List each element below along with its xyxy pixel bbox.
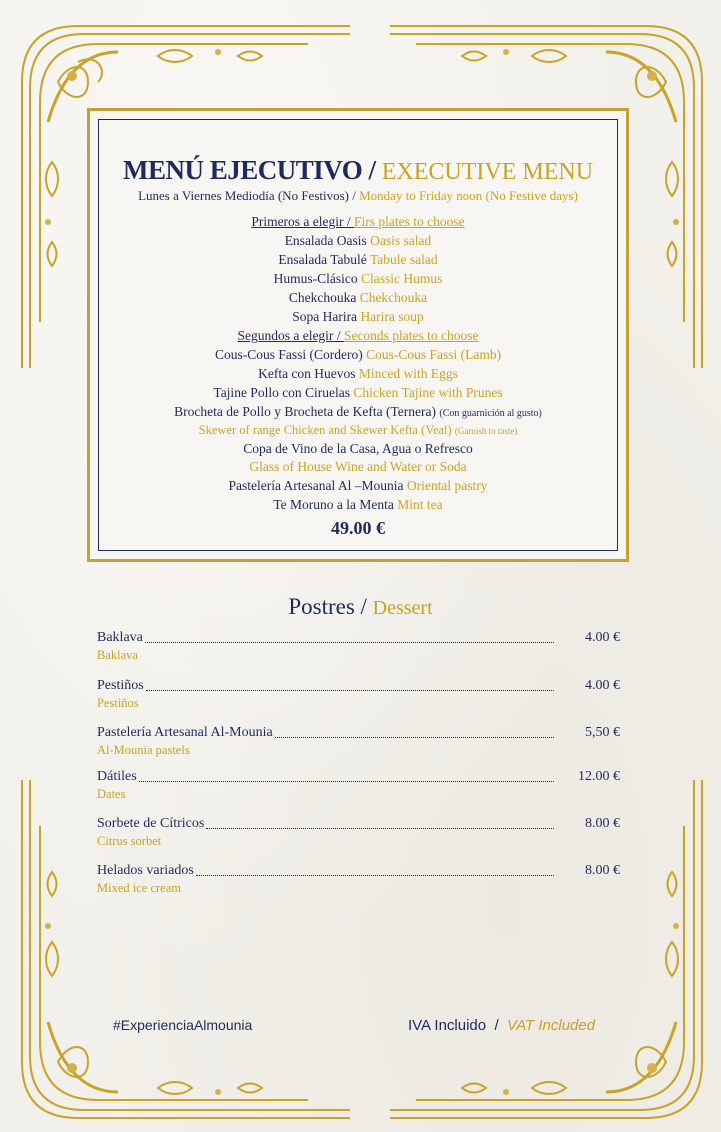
dessert-item-en: Pestiños	[97, 696, 139, 710]
dessert-item	[97, 768, 620, 808]
brocheta-es-line	[99, 403, 617, 423]
second-item	[99, 346, 617, 364]
item-en: Cous-Cous Fassi (Lamb)	[366, 347, 502, 362]
drink-en: Glass of House Wine and Water or Soda	[249, 459, 467, 474]
dessert-item-en: Citrus sorbet	[97, 834, 162, 848]
first-item	[99, 308, 617, 326]
item-en: Harira soup	[360, 309, 424, 324]
subtitle-en: Monday to Friday noon (No Festive days)	[359, 188, 578, 203]
item-es: Humus-Clásico	[273, 271, 358, 286]
tea-line	[99, 496, 617, 514]
brocheta-note-es: (Con guarnición al gusto)	[439, 408, 542, 419]
second-header-es: Segundos a elegir /	[237, 328, 344, 343]
dessert-item-en: Baklava	[97, 648, 138, 662]
item-es: Tajine Pollo con Ciruelas	[213, 385, 351, 400]
dotted-leader	[145, 641, 554, 643]
brocheta-en: Skewer of range Chicken and Skewer Kefta (Veal)	[198, 423, 452, 437]
dessert-item	[97, 862, 620, 902]
second-item	[99, 384, 617, 402]
vat-separator: /	[486, 1017, 507, 1034]
vat-es: IVA Incluido	[408, 1017, 487, 1034]
first-header-en: Firs plates to choose	[354, 214, 465, 229]
first-item	[99, 289, 617, 307]
brocheta-en-line	[99, 421, 617, 440]
drink-en-line	[99, 458, 617, 476]
second-header-en: Seconds plates to choose	[343, 328, 479, 343]
item-en: Chekchouka	[359, 290, 428, 305]
dessert-title-en: Dessert	[372, 597, 433, 619]
first-plates-header	[99, 213, 617, 231]
dessert-item-name: Dátiles	[97, 769, 137, 784]
vat-en: VAT Included	[506, 1017, 596, 1034]
executive-menu-price: 49.00 €	[331, 518, 385, 538]
title-es: MENÚ EJECUTIVO	[122, 155, 363, 185]
drink-es: Copa de Vino de la Casa, Agua o Refresco	[243, 441, 473, 456]
item-es: Sopa Harira	[292, 309, 358, 324]
dessert-title-separator: /	[354, 594, 373, 619]
item-es: Cous-Cous Fassi (Cordero)	[214, 347, 363, 362]
dessert-item-en: Al-Mounia pastels	[97, 743, 190, 757]
dessert-item	[97, 677, 620, 717]
footer-hashtag: #ExperienciaAlmounia	[113, 1017, 253, 1033]
item-en: Oasis salad	[370, 233, 432, 248]
dessert-item-price: 8.00 €	[585, 816, 620, 831]
first-item	[99, 251, 617, 269]
first-item	[99, 232, 617, 250]
pastry-line	[99, 477, 617, 495]
dessert-title-es: Postres	[288, 594, 355, 619]
footer-vat	[408, 1017, 595, 1035]
dessert-item-name: Baklava	[97, 630, 143, 645]
executive-menu-subtitle	[99, 188, 617, 204]
item-es: Ensalada Tabulé	[278, 252, 367, 267]
second-item	[99, 365, 617, 383]
title-en: EXECUTIVE MENU	[381, 159, 594, 185]
executive-menu-box	[87, 108, 629, 562]
tea-en: Mint tea	[397, 497, 443, 512]
dessert-item-price: 4.00 €	[585, 678, 620, 693]
pastry-es: Pastelería Artesanal Al –Mounia	[228, 478, 404, 493]
item-es: Ensalada Oasis	[284, 233, 367, 248]
drink-es-line	[99, 440, 617, 458]
dessert-item-name: Pestiños	[97, 678, 144, 693]
item-es: Kefta con Huevos	[258, 366, 356, 381]
first-item	[99, 270, 617, 288]
dessert-item-en: Dates	[97, 787, 126, 801]
dessert-item	[97, 629, 620, 669]
subtitle-es: Lunes a Viernes Mediodía (No Festivos) /	[138, 188, 360, 203]
dessert-item-price: 8.00 €	[585, 863, 620, 878]
dessert-item-price: 5,50 €	[585, 725, 620, 740]
dessert-item-price: 4.00 €	[585, 630, 620, 645]
first-header-es: Primeros a elegir /	[251, 214, 355, 229]
dotted-leader	[146, 689, 554, 691]
item-en: Tabule salad	[369, 252, 438, 267]
second-plates-header	[99, 327, 617, 345]
dessert-item-name: Helados variados	[97, 863, 194, 878]
dessert-item	[97, 815, 620, 855]
dotted-leader	[275, 736, 554, 738]
dessert-item-name: Pastelería Artesanal Al-Mounia	[97, 725, 273, 740]
pastry-en: Oriental pastry	[406, 478, 488, 493]
item-en: Chicken Tajine with Prunes	[353, 385, 503, 400]
dessert-item	[97, 724, 620, 764]
dessert-item-price: 12.00 €	[578, 769, 620, 784]
dotted-leader	[206, 827, 554, 829]
item-en: Classic Humus	[360, 271, 443, 286]
brocheta-es: Brocheta de Pollo y Brocheta de Kefta (Ternera)	[174, 404, 436, 419]
executive-menu-inner-frame	[98, 119, 618, 551]
item-es: Chekchouka	[288, 290, 357, 305]
dotted-leader	[196, 874, 554, 876]
dotted-leader	[139, 780, 554, 782]
dessert-item-name: Sorbete de Cítricos	[97, 816, 205, 831]
tea-es: Te Moruno a la Menta	[273, 497, 394, 512]
title-separator: /	[362, 155, 382, 185]
item-en: Minced with Eggs	[358, 366, 458, 381]
executive-menu-title	[99, 154, 617, 188]
dessert-title	[0, 594, 721, 620]
brocheta-note-en: (Garnish to taste)	[454, 426, 518, 436]
dessert-item-en: Mixed ice cream	[97, 881, 181, 895]
